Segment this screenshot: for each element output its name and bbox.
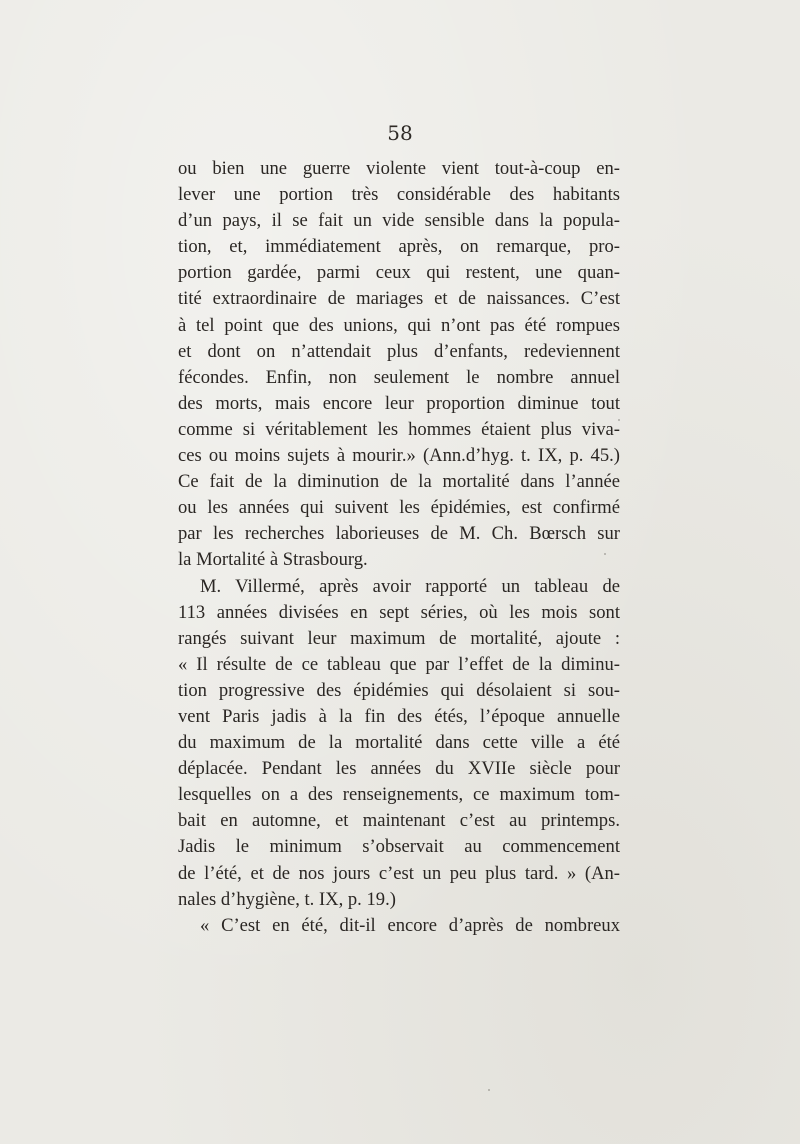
text-line: tion progressive des épidémies qui désolaient si sou- [178,679,620,701]
text-line: du maximum de la mortalité dans cette ville a été [178,732,620,754]
text-line: de l’été, et de nos jours c’est un peu plus tard. » (An- [178,862,620,884]
text-line: bait en automne, et maintenant c’est au printemps. [178,810,620,832]
text-line: vent Paris jadis à la fin des étés, l’époque annuelle [178,705,620,727]
paper-speck [488,1089,490,1091]
text-line: d’un pays, il se fait un vide sensible dans la popula- [178,210,620,232]
body-text [178,156,620,939]
text-line: par les recherches laborieuses de M. Ch. Bœrsch sur [178,523,620,545]
text-line: la Mortalité à Strasbourg. [178,549,368,571]
paper-speck [604,553,606,555]
text-line: Ce fait de la diminution de la mortalité dans l’année [178,471,620,493]
text-line: tité extraordinaire de mariages et de naissances. C’est [178,288,620,310]
text-line: « C’est en été, dit-il encore d’après de nombreux [200,914,620,936]
text-line: comme si véritablement les hommes étaient plus viva- [178,418,620,440]
text-line: M. Villermé, après avoir rapporté un tableau de [200,575,620,597]
text-line: rangés suivant leur maximum de mortalité, ajoute : [178,627,620,649]
text-line: 113 années divisées en sept séries, où les mois sont [178,601,620,623]
text-line: lesquelles on a des renseignements, ce maximum tom- [178,784,620,806]
text-line: ou bien une guerre violente vient tout-à-coup en- [178,158,620,179]
text-line: et dont on n’attendait plus d’enfants, redeviennent [178,340,620,362]
text-line: tion, et, immédiatement après, on remarque, pro- [178,236,620,258]
text-line: portion gardée, parmi ceux qui restent, une quan- [178,262,620,284]
text-line: Jadis le minimum s’observait au commencement [178,836,620,858]
text-line: déplacée. Pendant les années du XVIIe siècle pour [178,758,620,780]
paper-speck [618,419,620,421]
text-line: « Il résulte de ce tableau que par l’effet de la diminu- [178,653,620,675]
text-line: ces ou moins sujets à mourir.» (Ann.d’hyg. t. IX, p. 45.) [178,445,620,467]
text-line: ou les années qui suivent les épidémies, est confirmé [178,497,620,519]
text-line: fécondes. Enfin, non seulement le nombre annuel [178,366,620,388]
text-line: à tel point que des unions, qui n’ont pas été rompues [178,314,620,336]
text-line: des morts, mais encore leur proportion diminue tout [178,392,620,414]
page-number: 58 [387,121,413,145]
text-line: nales d’hygiène, t. IX, p. 19.) [178,888,396,910]
text-line: lever une portion très considérable des habitants [178,184,620,206]
